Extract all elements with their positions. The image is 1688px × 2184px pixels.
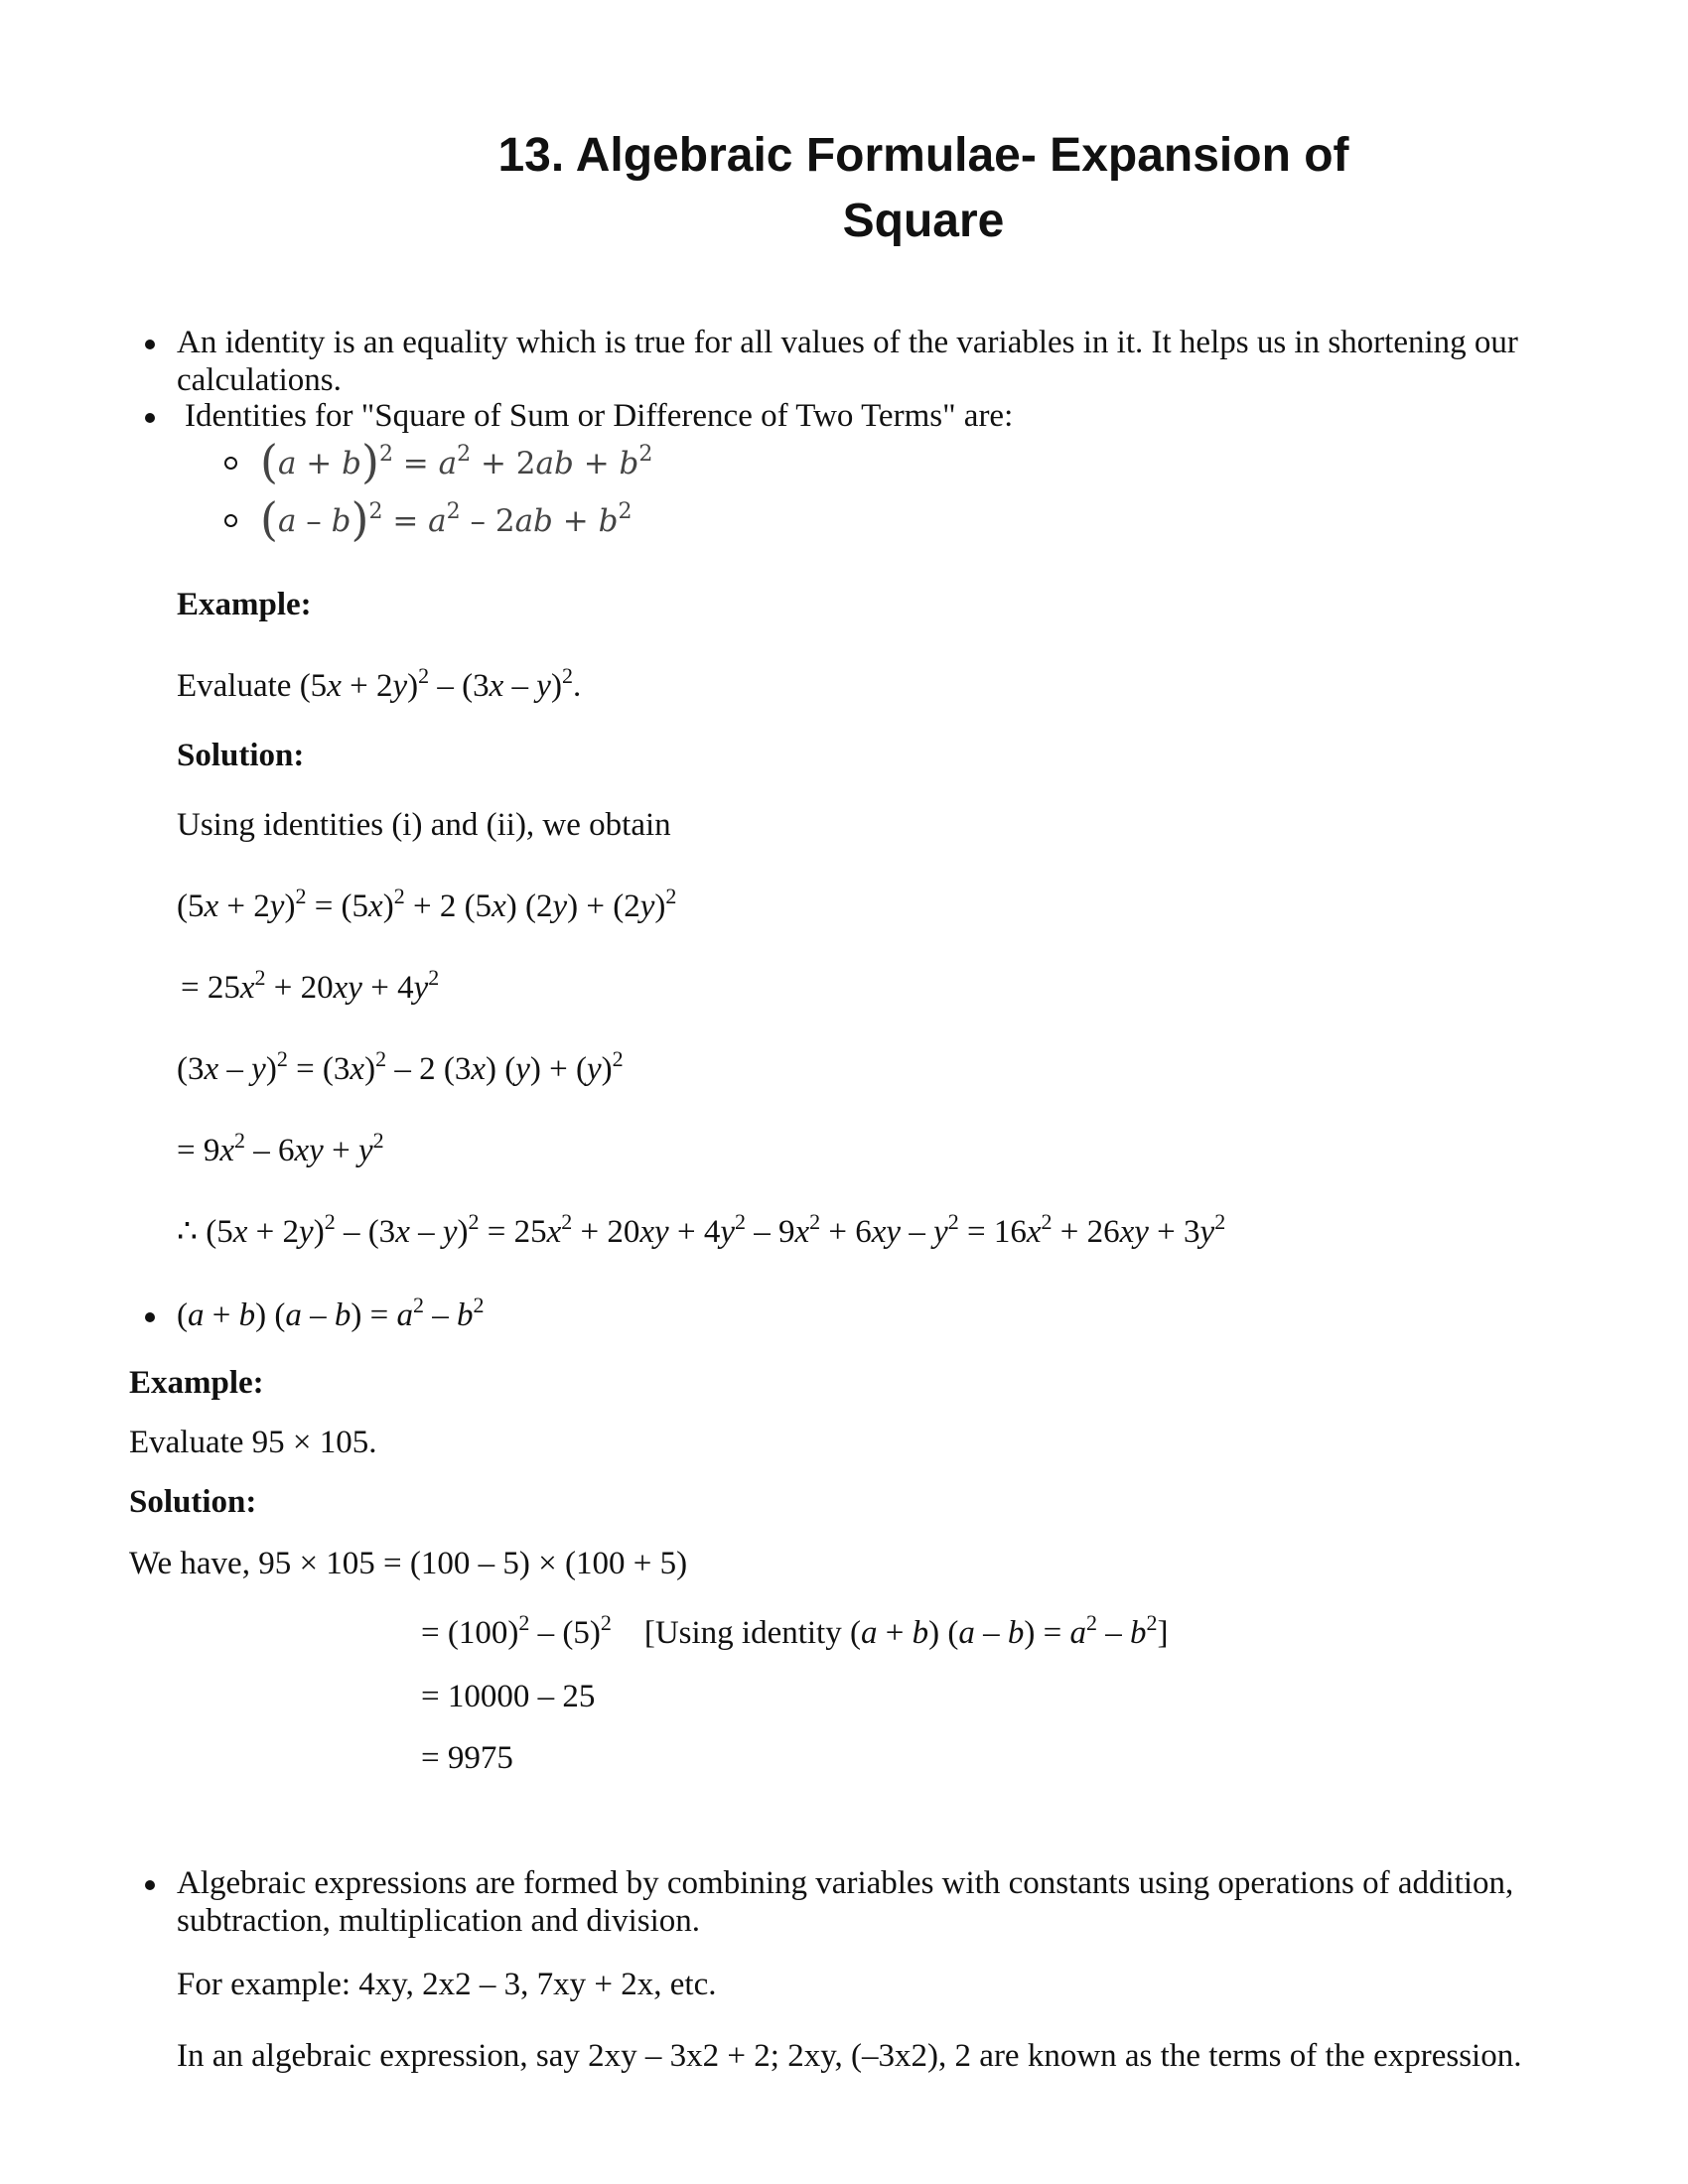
solution-step-4: = $9x^2 - 6xy + y^2$	[177, 1128, 384, 1168]
sub-bullet-circle	[224, 514, 237, 527]
solution2-step-3: = 10000 – 25	[421, 1679, 596, 1714]
solution-result: ∴ $(5x + 2y)^2 - (3x - y)^2 = 25x^2 + 20xy + 4y^2 - 9x^2 + 6xy - y^2 = 16x^2 + 26xy + 3y^2$	[177, 1209, 1226, 1250]
page-title	[0, 123, 1688, 254]
solution2-step-2: = $(100)^2 - (5)^2$ [Using identity (a + b) $(a - b) = a^2 - b^2$]	[421, 1610, 1169, 1651]
solution-step-3: $(3x - y)^2 = (3x)^2 - 2$ (3x) $(y) + (y)^2$	[177, 1046, 624, 1087]
solution-step-2: = $25x^2 + 20xy + 4y^2$	[181, 965, 440, 1006]
solution-label: Solution:	[177, 738, 305, 773]
title-line-1: 13. Algebraic Formulae- Expansion of	[497, 129, 1349, 182]
solution2-label: Solution:	[129, 1484, 257, 1520]
identity-difference-of-squares: (a + b) $(a - b) = a^2 - b^2$	[177, 1293, 485, 1333]
identities-intro: Identities for "Square of Sum or Difference of Two Terms" are:	[185, 398, 1014, 434]
solution-step-1: $(5x + 2y)^2 = (5x)^2 + 2$ (5x) $(2y) + (2y)^2$	[177, 884, 677, 924]
solution-intro: Using identities (i) and (ii), we obtain	[177, 807, 671, 843]
bullet-dot	[145, 1880, 155, 1890]
bullet-dot	[145, 340, 155, 349]
bullet-dot	[145, 413, 155, 423]
example-question: Evaluate $(5x + 2y)^2 - (3x - y)^2$.	[177, 663, 582, 704]
identity-square-of-sum: $(a + b)^2 = a^2 + 2ab + b^2$	[260, 435, 653, 488]
algebraic-expression-definition: Algebraic expressions are formed by combining variables with constants using operations of addition, subtraction, multiplication and division.	[177, 1865, 1514, 1939]
example2-label: Example:	[129, 1365, 264, 1401]
sub-bullet-circle	[224, 457, 237, 470]
solution2-step-4: = 9975	[421, 1740, 513, 1776]
example-label: Example:	[177, 587, 312, 622]
identity-definition: An identity is an equality which is true for all values of the variables in it. It helps us in shortening our calculations.	[177, 325, 1518, 398]
terms-explanation: In an algebraic expression, say 2xy – 3x2 + 2; 2xy, (–3x2), 2 are known as the terms of the expression.	[177, 2038, 1522, 2074]
title-line-2: Square	[842, 195, 1005, 247]
identity-square-of-difference: $(a - b)^2 = a^2 - 2ab + b^2$	[260, 492, 633, 546]
bullet-dot	[145, 1312, 155, 1322]
evaluate-word: Evaluate	[177, 668, 292, 704]
solution2-step-1: We have, 95 × 105 = (100 – 5) × (100 + 5)	[129, 1546, 688, 1581]
example2-question: Evaluate 95 × 105.	[129, 1425, 377, 1460]
expression-examples: For example: 4xy, 2x2 – 3, 7xy + 2x, etc.	[177, 1967, 717, 2002]
